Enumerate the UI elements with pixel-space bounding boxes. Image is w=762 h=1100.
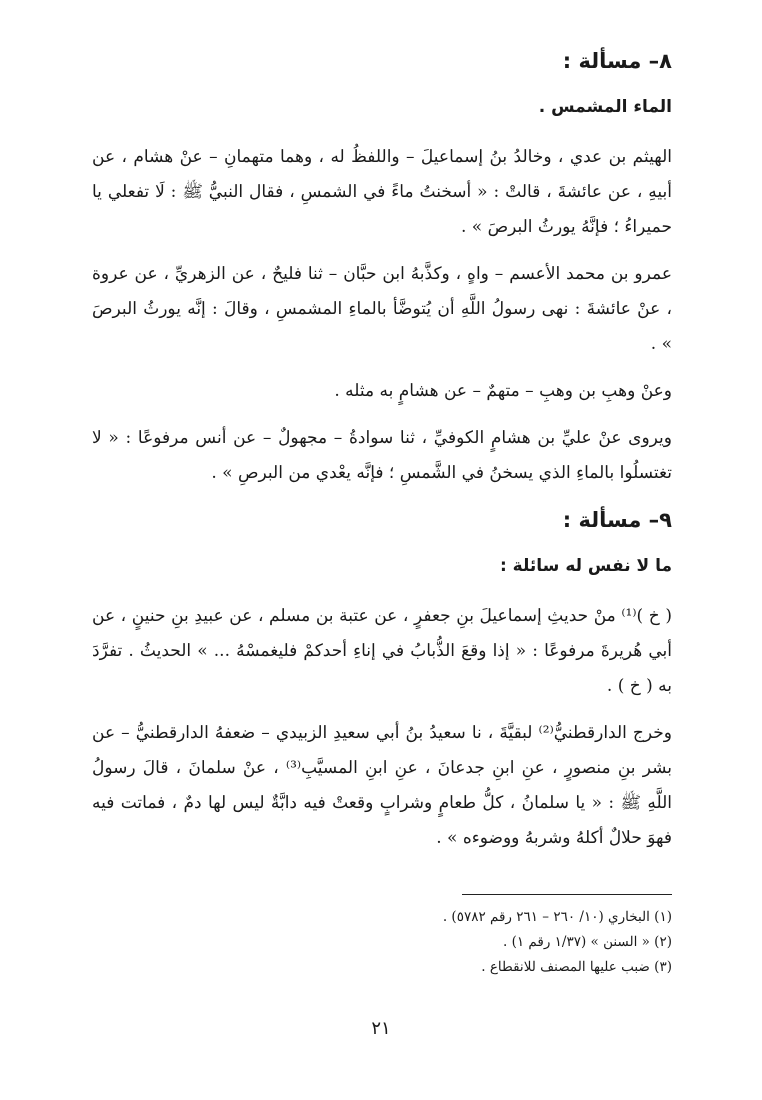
- footnote-2: (٢) « السنن » (١/٣٧ رقم ١) .: [502, 934, 672, 950]
- section-8-paragraph-3: وعنْ وهبِ بن وهبِ – متهمٌ – عن هشامٍ به مثله .: [334, 381, 672, 401]
- footnotes: [92, 894, 672, 980]
- footnote-divider: [462, 894, 672, 895]
- footnote-1: (١) البخاري (١٠/ ٢٦٠ – ٢٦١ رقم ٥٧٨٢) .: [442, 909, 672, 925]
- section-9-subheading: ما لا نفس له سائلة :: [499, 556, 672, 576]
- section-9-paragraph-2: وخرج الدارقطنيُّ⁽²⁾ لبقيَّةَ ، نا سعيدُ بنُ أبي سعيدِ الزبيدي – ضعفهُ الدارقطنيُّ – عن بشر بنِ منصورٍ ، عنِ ابنِ جدعانَ ، عنِ ابنِ المسيَّبِ⁽³⁾ ، عنْ سلمانَ ، قالَ رسولُ اللَّهِ ﷺ : « يا سلمانُ ، كلُّ طعامٍ وشرابٍ وقعتْ فيه دابَّةٌ ليس لها دمٌ ، فماتت فيه فهوَ حلالٌ أكلهُ وشربهُ ووضوءه » .: [92, 723, 672, 848]
- section-8-paragraph-2: عمرو بن محمد الأعسم – واهٍ ، وكذَّبهُ ابن حبَّان – ثنا فليحٌ ، عن الزهريِّ ، عن عروة ، عنْ عائشةَ : نهى رسولُ اللَّهِ أن يُتوضَّأ بالماءِ المشمسِ ، وقالَ : إنَّه يورثُ البرصَ » .: [92, 264, 672, 354]
- section-8-paragraph-4: ويروى عنْ عليِّ بن هشامٍ الكوفيِّ ، ثنا سوادةُ – مجهولٌ – عن أنس مرفوعًا : « لا تغتسلُوا بالماءِ الذي يسخنُ في الشَّمسِ ؛ فإنَّه يعْدي من البرصِ » .: [92, 428, 672, 483]
- section-9-heading: ٩– مسألة :: [562, 508, 672, 532]
- section-8-subheading: الماء المشمس .: [538, 97, 672, 117]
- section-8-paragraph-1: الهيثم بن عدي ، وخالدُ بنُ إسماعيلَ – واللفظُ له ، وهما متهمانِ – عنْ هشام ، عن أبيهِ ، عن عائشةَ ، قالتْ : « أسخنتُ ماءً في الشمسِ ، فقال النبيُّ ﷺ : لَا تفعلي يا حميراءُ ؛ فإنَّهُ يورثُ البرصَ » .: [92, 147, 672, 237]
- footnote-3: (٣) ضبب عليها المصنف للانقطاع .: [481, 959, 672, 975]
- section-8-heading: ٨– مسألة :: [562, 49, 672, 73]
- section-9-paragraph-1: ( خ )⁽¹⁾ منْ حديثِ إسماعيلَ بنِ جعفرٍ ، عن عتبة بن مسلم ، عن عبيدِ بنِ حنينٍ ، عن أبي هُريرةَ مرفوعًا : « إذا وقعَ الذُّبابُ في إناءِ أحدكمْ فليغمسْهُ ... » الحديثُ . تفرَّدَ به ( خ ) .: [92, 606, 672, 696]
- page-number: ٢١: [371, 1018, 391, 1039]
